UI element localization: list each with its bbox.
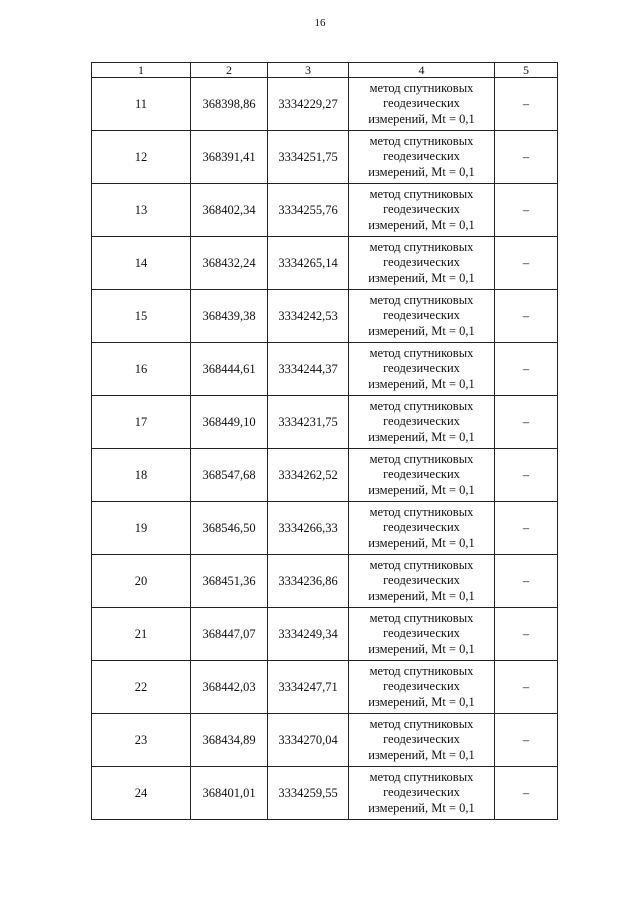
y-coordinate-cell: 3334242,53 <box>268 290 349 343</box>
y-coordinate-cell: 3334255,76 <box>268 184 349 237</box>
point-number-cell: 13 <box>92 184 191 237</box>
method-cell <box>349 449 495 502</box>
x-coordinate-cell: 368402,34 <box>191 184 268 237</box>
description-cell: – <box>495 502 558 555</box>
method-line-2: геодезических <box>383 732 460 747</box>
method-cell <box>349 343 495 396</box>
point-number-cell: 20 <box>92 555 191 608</box>
column-header-1: 1 <box>92 63 191 78</box>
table-row <box>92 237 558 290</box>
table-row <box>92 555 558 608</box>
y-coordinate-cell: 3334270,04 <box>268 714 349 767</box>
y-coordinate-cell: 3334247,71 <box>268 661 349 714</box>
description-cell: – <box>495 449 558 502</box>
column-header-4: 4 <box>349 63 495 78</box>
point-number-cell: 22 <box>92 661 191 714</box>
x-coordinate-cell: 368401,01 <box>191 767 268 820</box>
description-cell: – <box>495 290 558 343</box>
method-line-1: метод спутниковых <box>369 345 474 360</box>
table-row <box>92 131 558 184</box>
method-line-2: геодезических <box>383 149 460 164</box>
method-line-3: измерений, Mt = 0,1 <box>368 535 475 550</box>
method-line-2: геодезических <box>383 679 460 694</box>
y-coordinate-cell: 3334231,75 <box>268 396 349 449</box>
x-coordinate-cell: 368442,03 <box>191 661 268 714</box>
method-line-3: измерений, Mt = 0,1 <box>368 323 475 338</box>
method-line-3: измерений, Mt = 0,1 <box>368 429 475 444</box>
x-coordinate-cell: 368447,07 <box>191 608 268 661</box>
method-line-2: геодезических <box>383 573 460 588</box>
x-coordinate-cell: 368434,89 <box>191 714 268 767</box>
x-coordinate-cell: 368398,86 <box>191 78 268 131</box>
header-row <box>92 63 558 78</box>
method-line-2: геодезических <box>383 414 460 429</box>
method-line-1: метод спутниковых <box>369 451 474 466</box>
y-coordinate-cell: 3334259,55 <box>268 767 349 820</box>
method-cell <box>349 396 495 449</box>
table-row <box>92 396 558 449</box>
point-number-cell: 12 <box>92 131 191 184</box>
method-line-2: геодезических <box>383 626 460 641</box>
description-cell: – <box>495 78 558 131</box>
method-line-3: измерений, Mt = 0,1 <box>368 747 475 762</box>
table-row <box>92 78 558 131</box>
x-coordinate-cell: 368547,68 <box>191 449 268 502</box>
method-line-3: измерений, Mt = 0,1 <box>368 800 475 815</box>
description-cell: – <box>495 767 558 820</box>
method-line-3: измерений, Mt = 0,1 <box>368 588 475 603</box>
method-line-2: геодезических <box>383 255 460 270</box>
point-number-cell: 21 <box>92 608 191 661</box>
x-coordinate-cell: 368444,61 <box>191 343 268 396</box>
method-line-1: метод спутниковых <box>369 716 474 731</box>
point-number-cell: 23 <box>92 714 191 767</box>
method-line-2: геодезических <box>383 467 460 482</box>
method-line-1: метод спутниковых <box>369 769 474 784</box>
method-line-2: геодезических <box>383 308 460 323</box>
table-row <box>92 661 558 714</box>
method-cell <box>349 78 495 131</box>
y-coordinate-cell: 3334265,14 <box>268 237 349 290</box>
method-line-1: метод спутниковых <box>369 663 474 678</box>
method-line-3: измерений, Mt = 0,1 <box>368 164 475 179</box>
description-cell: – <box>495 714 558 767</box>
table-row <box>92 290 558 343</box>
method-line-1: метод спутниковых <box>369 186 474 201</box>
table-header <box>92 63 558 78</box>
method-line-3: измерений, Mt = 0,1 <box>368 111 475 126</box>
description-cell: – <box>495 343 558 396</box>
table-body <box>92 78 558 820</box>
method-line-2: геодезических <box>383 361 460 376</box>
table-row <box>92 608 558 661</box>
method-line-3: измерений, Mt = 0,1 <box>368 641 475 656</box>
method-cell <box>349 555 495 608</box>
table-row <box>92 767 558 820</box>
x-coordinate-cell: 368432,24 <box>191 237 268 290</box>
method-cell <box>349 184 495 237</box>
method-line-1: метод спутниковых <box>369 557 474 572</box>
method-line-3: измерений, Mt = 0,1 <box>368 270 475 285</box>
y-coordinate-cell: 3334249,34 <box>268 608 349 661</box>
method-line-2: геодезических <box>383 96 460 111</box>
x-coordinate-cell: 368546,50 <box>191 502 268 555</box>
description-cell: – <box>495 555 558 608</box>
method-cell <box>349 290 495 343</box>
description-cell: – <box>495 396 558 449</box>
method-cell <box>349 767 495 820</box>
y-coordinate-cell: 3334251,75 <box>268 131 349 184</box>
description-cell: – <box>495 661 558 714</box>
method-line-2: геодезических <box>383 202 460 217</box>
y-coordinate-cell: 3334244,37 <box>268 343 349 396</box>
method-line-1: метод спутниковых <box>369 504 474 519</box>
method-line-3: измерений, Mt = 0,1 <box>368 482 475 497</box>
description-cell: – <box>495 184 558 237</box>
column-header-2: 2 <box>191 63 268 78</box>
table-row <box>92 714 558 767</box>
y-coordinate-cell: 3334262,52 <box>268 449 349 502</box>
x-coordinate-cell: 368451,36 <box>191 555 268 608</box>
description-cell: – <box>495 131 558 184</box>
table-row <box>92 502 558 555</box>
x-coordinate-cell: 368439,38 <box>191 290 268 343</box>
x-coordinate-cell: 368391,41 <box>191 131 268 184</box>
y-coordinate-cell: 3334236,86 <box>268 555 349 608</box>
column-header-5: 5 <box>495 63 558 78</box>
y-coordinate-cell: 3334229,27 <box>268 78 349 131</box>
description-cell: – <box>495 608 558 661</box>
method-line-1: метод спутниковых <box>369 80 474 95</box>
point-number-cell: 16 <box>92 343 191 396</box>
y-coordinate-cell: 3334266,33 <box>268 502 349 555</box>
method-line-3: измерений, Mt = 0,1 <box>368 217 475 232</box>
point-number-cell: 18 <box>92 449 191 502</box>
point-number-cell: 24 <box>92 767 191 820</box>
page-number: 16 <box>314 17 326 29</box>
method-line-1: метод спутниковых <box>369 133 474 148</box>
table-row <box>92 343 558 396</box>
method-line-3: измерений, Mt = 0,1 <box>368 694 475 709</box>
description-cell: – <box>495 237 558 290</box>
method-line-2: геодезических <box>383 785 460 800</box>
method-line-1: метод спутниковых <box>369 292 474 307</box>
method-cell <box>349 714 495 767</box>
table-row <box>92 184 558 237</box>
x-coordinate-cell: 368449,10 <box>191 396 268 449</box>
column-header-3: 3 <box>268 63 349 78</box>
point-number-cell: 11 <box>92 78 191 131</box>
point-number-cell: 19 <box>92 502 191 555</box>
table-row <box>92 449 558 502</box>
method-cell <box>349 608 495 661</box>
point-number-cell: 17 <box>92 396 191 449</box>
method-line-3: измерений, Mt = 0,1 <box>368 376 475 391</box>
method-cell <box>349 237 495 290</box>
method-cell <box>349 661 495 714</box>
coordinates-table <box>91 62 558 820</box>
method-line-1: метод спутниковых <box>369 610 474 625</box>
method-line-1: метод спутниковых <box>369 398 474 413</box>
method-cell <box>349 131 495 184</box>
point-number-cell: 15 <box>92 290 191 343</box>
method-line-1: метод спутниковых <box>369 239 474 254</box>
method-cell <box>349 502 495 555</box>
point-number-cell: 14 <box>92 237 191 290</box>
method-line-2: геодезических <box>383 520 460 535</box>
